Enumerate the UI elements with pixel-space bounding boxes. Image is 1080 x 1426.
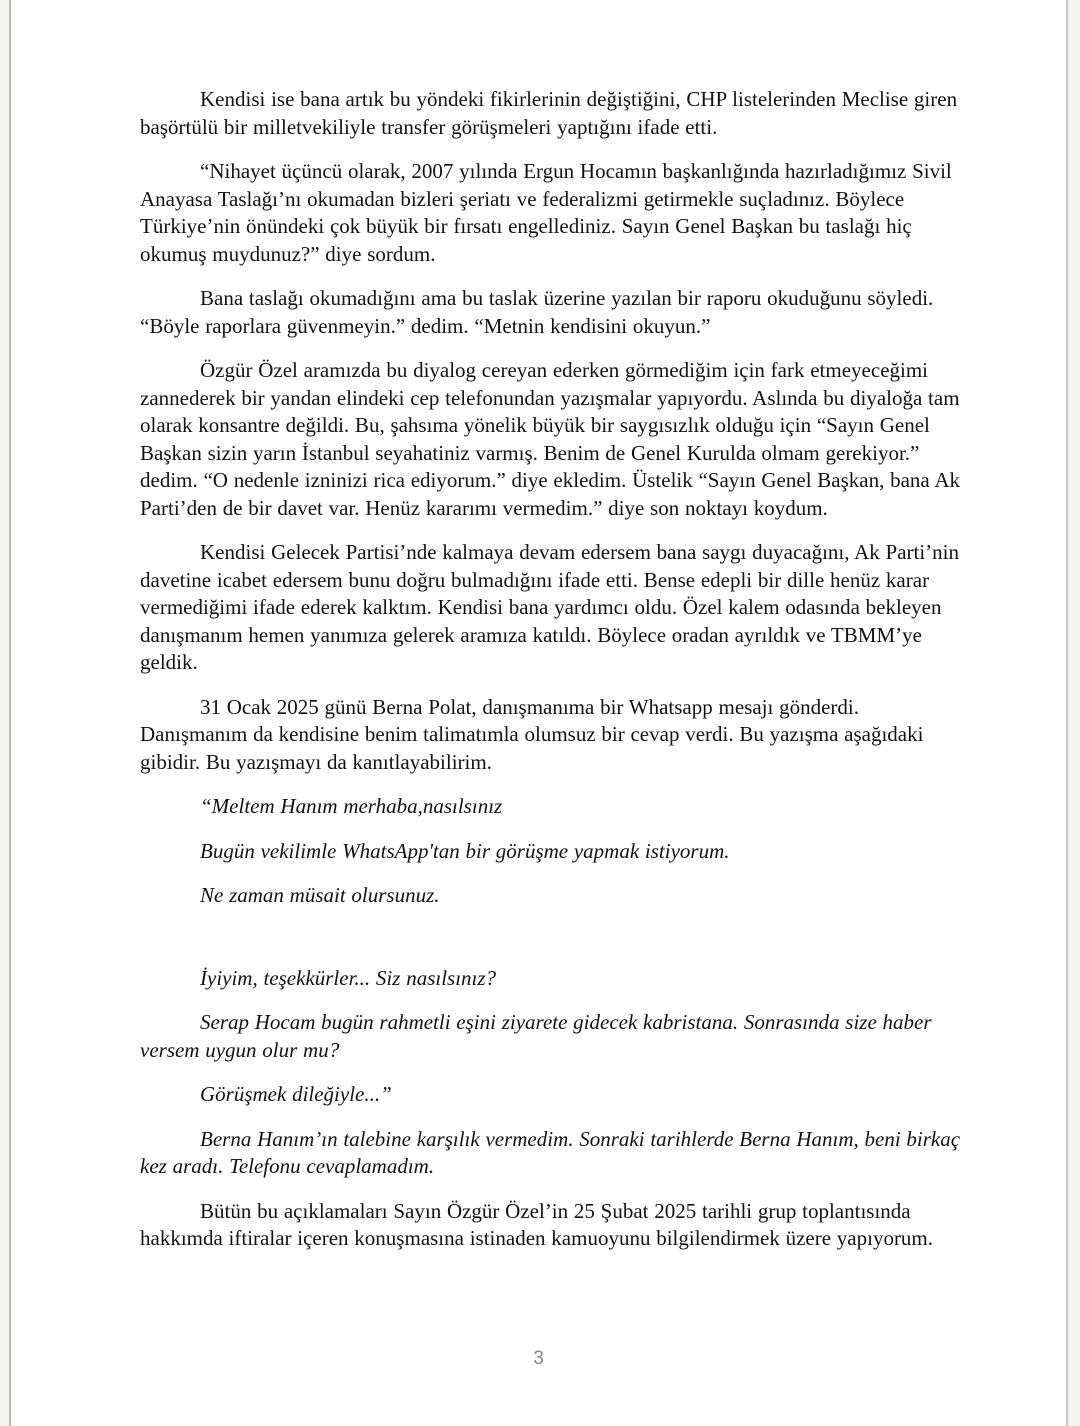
body-paragraph: Özgür Özel aramızda bu diyalog cereyan ederken görmediğim için fark etmeyeceğimi zannederek bir yandan elindeki cep telefonundan yazışmalar yapıyordu. Aslında bu diyaloğa tam olarak konsantre değildi. Bu, şahsıma yönelik büyük bir saygısızlık olduğu için “Sayın Genel Başkan sizin yarın İstanbul seyahatiniz varmış. Benim de Genel Kurulda olmam gerekiyor.” dedim. “O nedenle izninizi rica ediyorum.” diye ekledim. Üstelik “Sayın Genel Başkan, bana Ak Parti’den de bir davet var. Henüz kararımı vermedim.” diye son noktayı koydum. [140, 358, 961, 520]
quote-paragraph: “Meltem Hanım merhaba,nasılsınız [200, 794, 503, 818]
body-paragraph: Kendisi Gelecek Partisi’nde kalmaya devam edersem bana saygı duyacağını, Ak Parti’nin davetine icabet edersem bunu doğru bulmadığını ifade etti. Bense edepli bir dille henüz karar vermediğimi ifade ederek kalktım. Kendisi bana yardımcı oldu. Özel kalem odasında bekleyen danışmanım hemen yanımıza gelerek aramıza katıldı. Böylece oradan ayrıldık ve TBMM’ye geldik. [140, 540, 960, 674]
document-page [9, 0, 1068, 1426]
body-paragraph: Kendisi ise bana artık bu yöndeki fikirlerinin değiştiğini, CHP listelerinden Meclise giren başörtülü bir milletvekiliyle transfer görüşmeleri yaptığını ifade etti. [140, 87, 958, 139]
document-body [11, 0, 1066, 1253]
quote-paragraph: Serap Hocam bugün rahmetli eşini ziyarete gidecek kabristana. Sonrasında size haber versem uygun olur mu? [140, 1010, 932, 1062]
quote-paragraph: İyiyim, teşekkürler... Siz nasılsınız? [200, 965, 497, 990]
body-paragraph: Bana taslağı okumadığını ama bu taslak üzerine yazılan bir raporu okuduğunu söyledi. “Böyle raporlara güvenmeyin.” dedim. “Metnin kendisini okuyun.” [140, 286, 934, 338]
quote-paragraph: Berna Hanım’ın talebine karşılık vermedim. Sonraki tarihlerde Berna Hanım, beni birkaç kez aradı. Telefonu cevaplamadım. [140, 1126, 961, 1178]
body-paragraph: Bütün bu açıklamaları Sayın Özgür Özel’in 25 Şubat 2025 tarihli grup toplantısında hakkımda iftiralar içeren konuşmasına istinaden kamuoyunu bilgilendirmek üzere yapıyorum. [140, 1198, 934, 1250]
body-paragraph: 31 Ocak 2025 günü Berna Polat, danışmanıma bir Whatsapp mesajı gönderdi. Danışmanım da kendisine benim talimatımla olumsuz bir cevap verdi. Bu yazışma aşağıdaki gibidir. Bu yazışmayı da kanıtlayabilirim. [140, 694, 924, 774]
quote-paragraph: Ne zaman müsait olursunuz. [200, 883, 440, 907]
quote-paragraph: Görüşmek dileğiyle...” [200, 1082, 392, 1106]
body-paragraph: “Nihayet üçüncü olarak, 2007 yılında Ergun Hocamın başkanlığında hazırladığımız Sivil Anayasa Taslağı’nı okumadan bizleri şeriatı ve federalizmi getirmekle suçladınız. Böylece Türkiye’nin önündeki çok büyük bir fırsatı engellediniz. Sayın Genel Başkan bu taslağı hiç okumuş muydunuz?” diye sordum. [140, 159, 952, 266]
page-number: 3 [533, 1348, 544, 1369]
blank-line [140, 927, 962, 965]
quote-paragraph: Bugün vekilimle WhatsApp'tan bir görüşme yapmak istiyorum. [200, 838, 730, 863]
